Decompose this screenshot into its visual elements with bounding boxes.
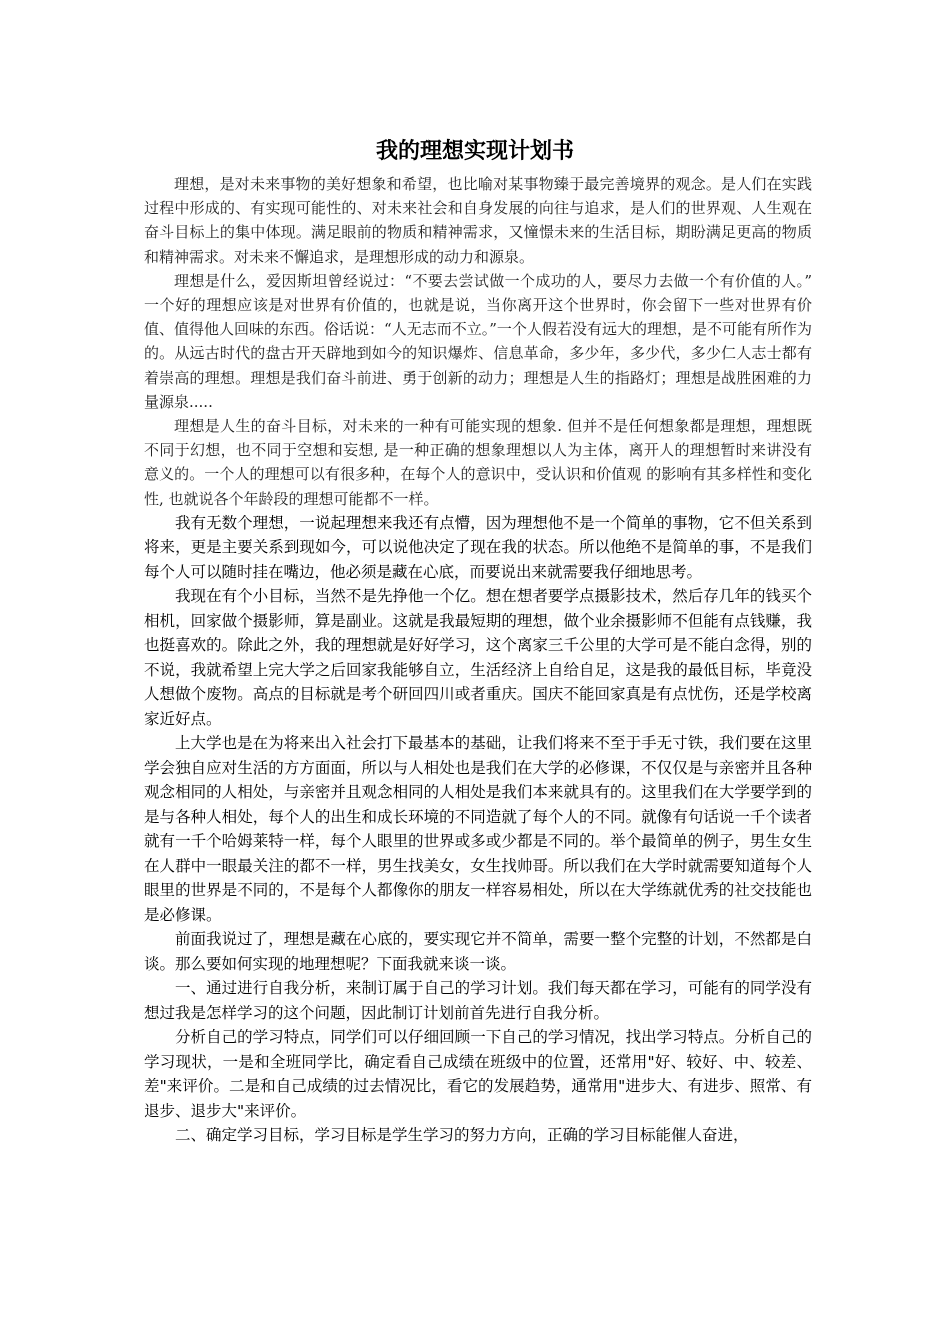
paragraph: 理想是人生的奋斗目标，对未来的一种有可能实现的想象. 但并不是任何想象都是理想，理想既不同于幻想，也不同于空想和妄想, 是一种正确的想象理想以人为主体，离开人的理想暂时来讲没有意义的。一个人的理想可以有很多种，在每个人的意识中，受认识和价值观 的影响有其多样性和变化性, 也就说各个年龄段的理想可能都不一样。: [144, 417, 812, 508]
paragraph: 上大学也是在为将来出入社会打下最基本的基础，让我们将来不至于手无寸铁，我们要在这里学会独自应对生活的方方面面，所以与人相处也是我们在大学的必修课，不仅仅是与亲密并且各种观念相同的人相处，与亲密并且观念相同的人相处是我们本来就具有的。这里我们在大学要学到的是与各种人相处，每个人的出生和成长环境的不同造就了每个人的不同。就像有句话说一千个读者就有一千个哈姆莱特一样，每个人眼里的世界或多或少都是不同的。举个最简单的例子，男生女生在人群中一眼最关注的都不一样，男生找美女，女生找帅哥。所以我们在大学时就需要知道每个人眼里的世界是不同的，不是每个人都像你的朋友一样容易相处，所以在大学练就优秀的社交技能也是必修课。: [144, 734, 812, 924]
paragraph: 我现在有个小目标，当然不是先挣他一个亿。想在想者要学点摄影技术，然后存几年的钱买个相机，回家做个摄影师，算是副业。这就是我最短期的理想，做个业余摄影师不但能有点钱赚，我也挺喜欢的。除此之外，我的理想就是好好学习，这个离家三千公里的大学可是不能白念得，别的不说，我就希望上完大学之后回家我能够自立，生活经济上自给自足，这是我的最低目标，毕竟没人想做个废物。高点的目标就是考个研回四川或者重庆。国庆不能回家真是有点忧伤，还是学校离家近好点。: [144, 587, 812, 728]
document-body: [144, 172, 812, 1148]
paragraph: 一、通过进行自我分析，来制订属于自己的学习计划。我们每天都在学习，可能有的同学没有想过我是怎样学习的这个问题，因此制订计划前首先进行自我分析。: [144, 979, 812, 1022]
paragraph: 我有无数个理想，一说起理想来我还有点懵，因为理想他不是一个简单的事物，它不但关系到将来，更是主要关系到现如今，可以说他决定了现在我的状态。所以他绝不是简单的事，不是我们每个人可以随时挂在嘴边，他必须是藏在心底，而要说出来就需要我仔细地思考。: [144, 513, 812, 581]
paragraph: 理想是什么，爱因斯坦曾经说过：“不要去尝试做一个成功的人，要尽力去做一个有价值的人。” 一个好的理想应该是对世界有价值的，也就是说，当你离开这个世界时，你会留下一些对世界有价值、值得他人回味的东西。俗话说：“人无志而不立。”一个人假若没有远大的理想，是不可能有所作为的。从远古时代的盘古开天辟地到如今的知识爆炸、信息革命，多少年，多少代，多少仁人志士都有着崇高的理想。理想是我们奋斗前进、勇于创新的动力；理想是人生的指路灯；理想是战胜困难的力量源泉.....: [144, 271, 812, 411]
document-title: 我的理想实现计划书: [375, 139, 574, 164]
paragraph: 分析自己的学习特点，同学们可以仔细回顾一下自己的学习情况，找出学习特点。分析自己的学习现状，一是和全班同学比，确定看自己成绩在班级中的位置，还常用"好、较好、中、较差、差"来评价。二是和自己成绩的过去情况比，看它的发展趋势，通常用"进步大、有进步、照常、有退步、退步大"来评价。: [144, 1028, 812, 1120]
paragraph: 理想，是对未来事物的美好想象和希望，也比喻对某事物臻于最完善境界的观念。是人们在实践过程中形成的、有实现可能性的、对未来社会和自身发展的向往与追求，是人们的世界观、人生观在奋斗目标上的集中体现。满足眼前的物质和精神需求，又憧憬未来的生活目标，期盼满足更高的物质和精神需求。对未来不懈追求，是理想形成的动力和源泉。: [144, 175, 812, 266]
paragraph: 二、确定学习目标，学习目标是学生学习的努力方向，正确的学习目标能催人奋进，: [175, 1126, 749, 1145]
paragraph: 前面我说过了，理想是藏在心底的，要实现它并不简单，需要一整个完整的计划，不然都是白谈。那么要如何实现的地理想呢？下面我就来谈一谈。: [144, 930, 812, 973]
